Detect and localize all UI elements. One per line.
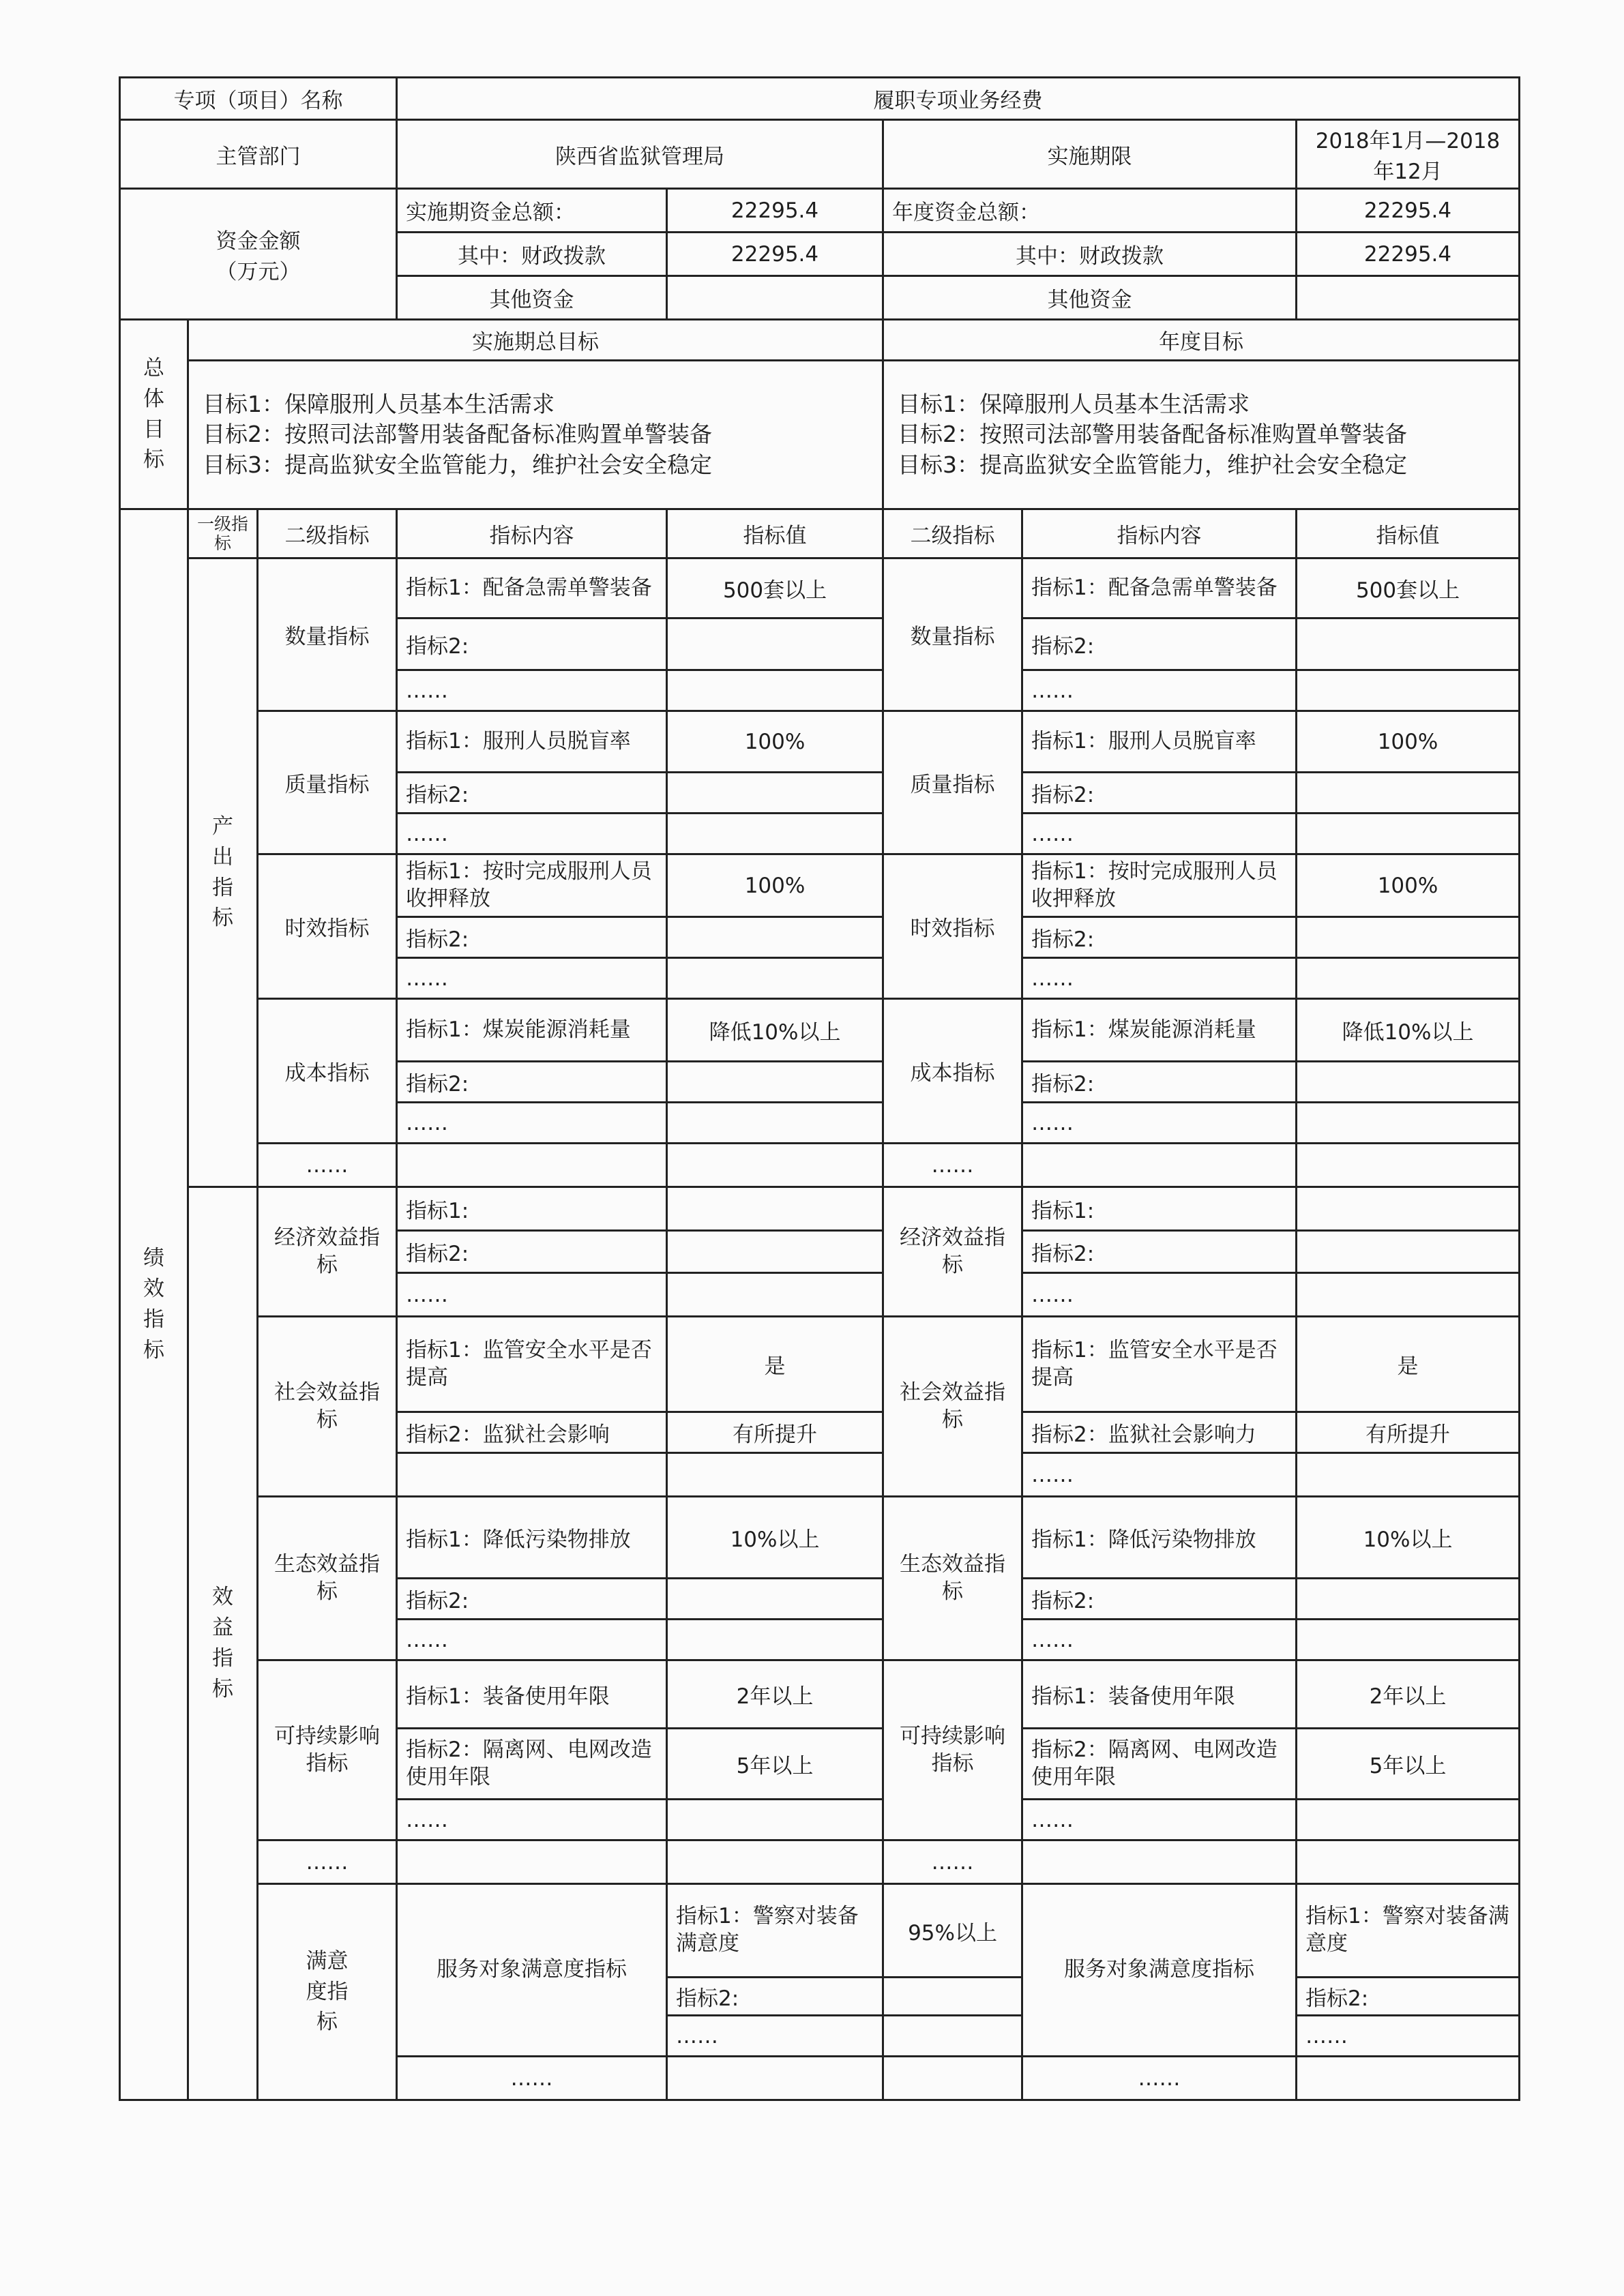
quality-indicator-1: 指标1：服刑人员脱盲率	[397, 711, 667, 773]
performance-goals-table	[119, 76, 1520, 2101]
ecological-ellipsis-value-annual	[1297, 1620, 1520, 1660]
period-value: 2018年1月—2018年12月	[1297, 120, 1520, 189]
economic-indicator-2-annual: 指标2:	[1022, 1231, 1297, 1273]
sustainable-indicator-1-value-annual: 2年以上	[1297, 1660, 1520, 1729]
col-header-level1: 一级指标	[188, 509, 258, 558]
quantity-indicator-2-value	[667, 618, 883, 670]
cost-indicator-2-annual: 指标2:	[1022, 1062, 1297, 1103]
cost-ellipsis-annual: ……	[1022, 1103, 1297, 1144]
quality-ellipsis-value	[667, 814, 883, 854]
economic-indicator-1-value-annual	[1297, 1187, 1520, 1231]
sustainable-indicator-1-annual: 指标1：装备使用年限	[1022, 1660, 1297, 1729]
quality-indicator-1-annual: 指标1：服刑人员脱盲率	[1022, 711, 1297, 773]
economic-ellipsis: ……	[397, 1273, 667, 1317]
funds-fiscal-value: 22295.4	[667, 233, 883, 276]
service-satisfaction-ellipsis-annual: ……	[1297, 2016, 1520, 2057]
output-level2-ellipsis: ……	[258, 1144, 397, 1187]
social-indicator-label: 社会效益指标	[258, 1317, 397, 1497]
sustainable-ellipsis-value	[667, 1800, 883, 1840]
quality-indicator-2-annual: 指标2:	[1022, 773, 1297, 814]
ecological-indicator-1: 指标1：降低污染物排放	[397, 1497, 667, 1579]
timeliness-indicator-1: 指标1：按时完成服刑人员收押释放	[397, 854, 667, 917]
funds-annual-fiscal-value: 22295.4	[1297, 233, 1520, 276]
economic-ellipsis-value-annual	[1297, 1273, 1520, 1317]
satisfaction-level2-ellipsis: ……	[397, 2057, 667, 2100]
funds-total-value: 22295.4	[667, 189, 883, 233]
period-goal-item: 目标1：保障服刑人员基本生活需求	[203, 390, 555, 417]
social-indicator-1: 指标1：监管安全水平是否提高	[397, 1317, 667, 1412]
timeliness-ellipsis-value-annual	[1297, 958, 1520, 999]
economic-ellipsis-annual: ……	[1022, 1273, 1297, 1317]
annual-goal-item: 目标3：提高监狱安全监管能力，维护社会安全稳定	[898, 451, 1408, 478]
quantity-indicator-1: 指标1：配备急需单警装备	[397, 558, 667, 618]
sustainable-indicator-1: 指标1：装备使用年限	[397, 1660, 667, 1729]
overall-goals-label: 总 体 目 标	[120, 320, 188, 509]
ecological-ellipsis: ……	[397, 1620, 667, 1660]
social-indicator-2-value: 有所提升	[667, 1412, 883, 1453]
annual-goal-item: 目标1：保障服刑人员基本生活需求	[898, 390, 1250, 417]
social-indicator-2: 指标2：监狱社会影响	[397, 1412, 667, 1453]
period-label: 实施期限	[883, 120, 1297, 189]
cost-indicator-2: 指标2:	[397, 1062, 667, 1103]
ecological-ellipsis-value	[667, 1620, 883, 1660]
ecological-indicator-1-annual: 指标1：降低污染物排放	[1022, 1497, 1297, 1579]
timeliness-indicator-1-value-annual: 100%	[1297, 854, 1520, 917]
timeliness-indicator-label: 时效指标	[258, 854, 397, 999]
service-satisfaction-indicator-1-value: 95%以上	[883, 1884, 1022, 1978]
dept-value: 陕西省监狱管理局	[397, 120, 883, 189]
cost-indicator-1-annual: 指标1：煤炭能源消耗量	[1022, 999, 1297, 1062]
quality-indicator-2: 指标2:	[397, 773, 667, 814]
ecological-indicator-2-value-annual	[1297, 1579, 1520, 1620]
sustainable-indicator-label: 可持续影响指标	[258, 1660, 397, 1840]
annual-goals-title: 年度目标	[883, 320, 1520, 361]
timeliness-indicator-2: 指标2:	[397, 917, 667, 958]
timeliness-indicator-2-value-annual	[1297, 917, 1520, 958]
quantity-indicator-2-annual: 指标2:	[1022, 618, 1297, 670]
col-header-value: 指标值	[667, 509, 883, 558]
cost-indicator-2-value	[667, 1062, 883, 1103]
social-indicator-1-value: 是	[667, 1317, 883, 1412]
col-header-value-annual: 指标值	[1297, 509, 1520, 558]
quality-indicator-2-value-annual	[1297, 773, 1520, 814]
social-ellipsis-value	[667, 1453, 883, 1497]
social-indicator-label-annual: 社会效益指标	[883, 1317, 1022, 1497]
quantity-indicator-1-annual: 指标1：配备急需单警装备	[1022, 558, 1297, 618]
funds-total-label: 实施期资金总额：	[397, 189, 667, 233]
period-goal-item: 目标3：提高监狱安全监管能力，维护社会安全稳定	[203, 451, 712, 478]
social-indicator-2-value-annual: 有所提升	[1297, 1412, 1520, 1453]
funds-annual-fiscal-label: 其中：财政拨款	[883, 233, 1297, 276]
timeliness-indicator-1-annual: 指标1：按时完成服刑人员收押释放	[1022, 854, 1297, 917]
output-level2-ellipsis-annual: ……	[883, 1144, 1022, 1187]
benefit-ellipsis-value-annual	[1297, 1840, 1520, 1884]
period-goals-title: 实施期总目标	[188, 320, 883, 361]
quality-indicator-2-value	[667, 773, 883, 814]
cost-ellipsis-value	[667, 1103, 883, 1144]
economic-indicator-label: 经济效益指标	[258, 1187, 397, 1317]
timeliness-indicator-1-value: 100%	[667, 854, 883, 917]
sustainable-ellipsis-value-annual	[1297, 1800, 1520, 1840]
project-name-value: 履职专项业务经费	[397, 78, 1520, 120]
quality-ellipsis-value-annual	[1297, 814, 1520, 854]
benefit-level2-ellipsis-annual: ……	[883, 1840, 1022, 1884]
timeliness-indicator-2-value	[667, 917, 883, 958]
timeliness-indicator-label-annual: 时效指标	[883, 854, 1022, 999]
quality-indicator-label-annual: 质量指标	[883, 711, 1022, 854]
service-satisfaction-label: 服务对象满意度指标	[397, 1884, 667, 2057]
project-name-label: 专项（项目）名称	[120, 78, 397, 120]
economic-indicator-2: 指标2:	[397, 1231, 667, 1273]
satisfaction-ellipsis-content	[667, 2057, 883, 2100]
output-ellipsis-value-annual	[1297, 1144, 1520, 1187]
ecological-indicator-2: 指标2:	[397, 1579, 667, 1620]
economic-ellipsis-value	[667, 1273, 883, 1317]
service-satisfaction-indicator-1-annual: 指标1：警察对装备满意度	[1297, 1884, 1520, 1978]
output-ellipsis-value	[667, 1144, 883, 1187]
service-satisfaction-ellipsis-value	[883, 2016, 1022, 2057]
economic-indicator-label-annual: 经济效益指标	[883, 1187, 1022, 1317]
service-satisfaction-indicator-2-annual: 指标2:	[1297, 1978, 1520, 2016]
satisfaction-ellipsis-value	[883, 2057, 1022, 2100]
quantity-ellipsis: ……	[397, 670, 667, 711]
benefit-ellipsis-value	[667, 1840, 883, 1884]
cost-indicator-label-annual: 成本指标	[883, 999, 1022, 1144]
service-satisfaction-label-annual: 服务对象满意度指标	[1022, 1884, 1297, 2057]
quantity-indicator-2: 指标2:	[397, 618, 667, 670]
ecological-ellipsis-annual: ……	[1022, 1620, 1297, 1660]
cost-indicator-label: 成本指标	[258, 999, 397, 1144]
service-satisfaction-indicator-2-value	[883, 1978, 1022, 2016]
quality-ellipsis-annual: ……	[1022, 814, 1297, 854]
period-goal-item: 目标2：按照司法部警用装备配备标准购置单警装备	[203, 421, 712, 448]
quantity-ellipsis-value	[667, 670, 883, 711]
quantity-indicator-label-annual: 数量指标	[883, 558, 1022, 711]
sustainable-ellipsis: ……	[397, 1800, 667, 1840]
sustainable-indicator-2-value-annual: 5年以上	[1297, 1729, 1520, 1800]
social-ellipsis	[397, 1453, 667, 1497]
quantity-ellipsis-annual: ……	[1022, 670, 1297, 711]
funds-annual-other-value	[1297, 276, 1520, 320]
sustainable-indicator-2: 指标2：隔离网、电网改造使用年限	[397, 1729, 667, 1800]
cost-indicator-1-value-annual: 降低10%以上	[1297, 999, 1520, 1062]
timeliness-indicator-2-annual: 指标2:	[1022, 917, 1297, 958]
ecological-indicator-2-value	[667, 1579, 883, 1620]
ecological-indicator-2-annual: 指标2:	[1022, 1579, 1297, 1620]
satisfaction-level2-ellipsis-annual: ……	[1022, 2057, 1297, 2100]
benefit-indicators-label: 效 益 指 标	[188, 1187, 258, 2100]
sustainable-ellipsis-annual: ……	[1022, 1800, 1297, 1840]
col-header-content-annual: 指标内容	[1022, 509, 1297, 558]
social-indicator-1-value-annual: 是	[1297, 1317, 1520, 1412]
ecological-indicator-label-annual: 生态效益指标	[883, 1497, 1022, 1660]
economic-indicator-1: 指标1:	[397, 1187, 667, 1231]
economic-indicator-1-annual: 指标1:	[1022, 1187, 1297, 1231]
benefit-ellipsis-content	[397, 1840, 667, 1884]
ecological-indicator-1-value: 10%以上	[667, 1497, 883, 1579]
funds-label-line1: 资金金额	[216, 228, 301, 254]
satisfaction-indicators-label: 满意 度指 标	[258, 1884, 397, 2100]
period-goals-list	[188, 361, 883, 509]
funds-annual-total-value: 22295.4	[1297, 189, 1520, 233]
funds-other-value	[667, 276, 883, 320]
cost-indicator-1: 指标1：煤炭能源消耗量	[397, 999, 667, 1062]
timeliness-ellipsis: ……	[397, 958, 667, 999]
economic-indicator-2-value	[667, 1231, 883, 1273]
quantity-indicator-1-value-annual: 500套以上	[1297, 558, 1520, 618]
social-indicator-1-annual: 指标1：监管安全水平是否提高	[1022, 1317, 1297, 1412]
sustainable-indicator-2-annual: 指标2：隔离网、电网改造使用年限	[1022, 1729, 1297, 1800]
benefit-level2-ellipsis: ……	[258, 1840, 397, 1884]
sustainable-indicator-2-value: 5年以上	[667, 1729, 883, 1800]
satisfaction-ellipsis-content-annual	[1297, 2057, 1520, 2100]
col-header-level2-annual: 二级指标	[883, 509, 1022, 558]
annual-goals-list	[883, 361, 1520, 509]
funds-annual-total-label: 年度资金总额：	[883, 189, 1297, 233]
sustainable-indicator-label-annual: 可持续影响指标	[883, 1660, 1022, 1840]
quantity-indicator-label: 数量指标	[258, 558, 397, 711]
quality-ellipsis: ……	[397, 814, 667, 854]
sustainable-indicator-1-value: 2年以上	[667, 1660, 883, 1729]
output-ellipsis-content	[397, 1144, 667, 1187]
service-satisfaction-indicator-1: 指标1：警察对装备满意度	[667, 1884, 883, 1978]
social-indicator-2-annual: 指标2：监狱社会影响力	[1022, 1412, 1297, 1453]
benefit-ellipsis-content-annual	[1022, 1840, 1297, 1884]
quantity-indicator-2-value-annual	[1297, 618, 1520, 670]
funds-annual-other-label: 其他资金	[883, 276, 1297, 320]
funds-label	[120, 189, 397, 320]
col-header-level2: 二级指标	[258, 509, 397, 558]
quantity-ellipsis-value-annual	[1297, 670, 1520, 711]
funds-other-label: 其他资金	[397, 276, 667, 320]
funds-label-line2: （万元）	[216, 259, 301, 284]
dept-label: 主管部门	[120, 120, 397, 189]
timeliness-ellipsis-value	[667, 958, 883, 999]
quality-indicator-1-value: 100%	[667, 711, 883, 773]
cost-ellipsis: ……	[397, 1103, 667, 1144]
quality-indicator-1-value-annual: 100%	[1297, 711, 1520, 773]
annual-goal-item: 目标2：按照司法部警用装备配备标准购置单警装备	[898, 421, 1408, 448]
output-indicators-label: 产 出 指 标	[188, 558, 258, 1187]
funds-fiscal-label: 其中：财政拨款	[397, 233, 667, 276]
economic-indicator-2-value-annual	[1297, 1231, 1520, 1273]
service-satisfaction-ellipsis: ……	[667, 2016, 883, 2057]
ecological-indicator-1-value-annual: 10%以上	[1297, 1497, 1520, 1579]
economic-indicator-1-value	[667, 1187, 883, 1231]
col-header-content: 指标内容	[397, 509, 667, 558]
cost-indicator-2-value-annual	[1297, 1062, 1520, 1103]
performance-indicators-label: 绩 效 指 标	[120, 509, 188, 2100]
quantity-indicator-1-value: 500套以上	[667, 558, 883, 618]
output-ellipsis-content-annual	[1022, 1144, 1297, 1187]
quality-indicator-label: 质量指标	[258, 711, 397, 854]
cost-indicator-1-value: 降低10%以上	[667, 999, 883, 1062]
cost-ellipsis-value-annual	[1297, 1103, 1520, 1144]
ecological-indicator-label: 生态效益指标	[258, 1497, 397, 1660]
social-ellipsis-annual: ……	[1022, 1453, 1297, 1497]
timeliness-ellipsis-annual: ……	[1022, 958, 1297, 999]
service-satisfaction-indicator-2: 指标2:	[667, 1978, 883, 2016]
social-ellipsis-value-annual	[1297, 1453, 1520, 1497]
